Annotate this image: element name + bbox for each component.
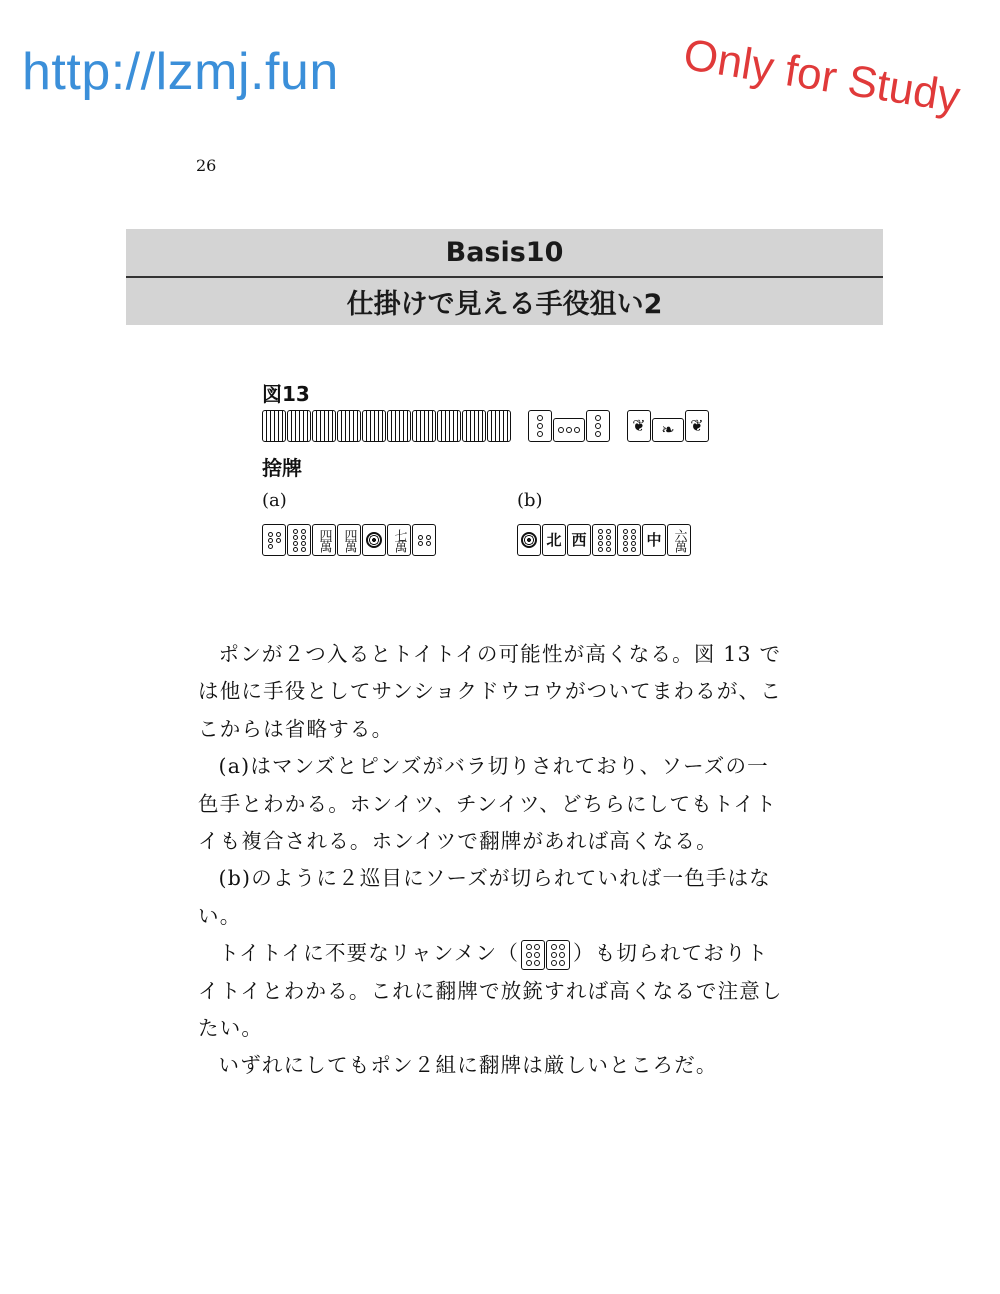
discard-b-pin-tile [617, 524, 641, 556]
paragraph: (b)のように２巡目にソーズが切られていれば一色手はない。 [198, 866, 771, 928]
discards-a [262, 524, 437, 556]
sub-label-b: (b) [517, 490, 543, 511]
concealed-tile [262, 410, 286, 442]
sub-label-a: (a) [262, 490, 287, 511]
pon-sou-bird-tile: ❦ [685, 410, 709, 442]
discard-a-pin-tile [412, 524, 436, 556]
concealed-tile [287, 410, 311, 442]
banner-title: Basis10 [126, 229, 883, 276]
concealed-tile [412, 410, 436, 442]
paragraph [198, 935, 788, 1047]
concealed-tile [462, 410, 486, 442]
paragraph: いずれにしてもポン２組に翻牌は厳しいところだ。 [218, 1053, 718, 1078]
discards-b [517, 524, 692, 556]
watermark-url: http://lzmj.fun [22, 43, 339, 101]
discard-a-man-tile: 四萬 [337, 524, 361, 556]
body-text [198, 636, 788, 1085]
hand-tiles [262, 410, 710, 442]
concealed-tile [487, 410, 511, 442]
discard-a-man-tile: 四萬 [312, 524, 336, 556]
discard-b-1-pin-tile [517, 524, 541, 556]
discard-a-pin-tile [287, 524, 311, 556]
section-banner [126, 229, 883, 325]
concealed-tile [387, 410, 411, 442]
discard-a-pin-tile [262, 524, 286, 556]
paragraph: (a)はマンズとピンズがバラ切りされており、ソーズの一色手とわかる。ホンイツ、チンイツ、どちらにしてもトイトイも複合される。ホンイツで翻牌があれば高くなる。 [198, 754, 777, 854]
discard-b-honor-tile: 中 [642, 524, 666, 556]
discard-a-1-pin-tile [362, 524, 386, 556]
discard-b-man-tile: 六萬 [667, 524, 691, 556]
paragraph-post: ）も切られておりトイトイとわかる。これに翻牌で放銃すれば高くなるで注意したい。 [198, 941, 783, 1041]
paragraph: ポンが２つ入るとトイトイの可能性が高くなる。図 13 では他に手役としてサンショクドウコウがついてまわるが、ここからは省略する。 [198, 642, 782, 741]
pin-8-tile [521, 940, 545, 970]
concealed-tile [312, 410, 336, 442]
paragraph-pre: トイトイに不要なリャンメン（ [218, 941, 520, 966]
banner-subtitle: 仕掛けで見える手役狙い2 [126, 278, 883, 325]
discard-b-honor-tile: 西 [567, 524, 591, 556]
concealed-tile [362, 410, 386, 442]
concealed-tile [337, 410, 361, 442]
pon-pin-tile [528, 410, 552, 442]
watermark-study: Only for Study [680, 30, 964, 123]
pin-8-tile [546, 940, 570, 970]
pon-sou-bird-tile: ❦ [627, 410, 651, 442]
pon-pin-tile-called [553, 418, 585, 442]
pon-pin-tile [586, 410, 610, 442]
discard-a-man-tile: 七萬 [387, 524, 411, 556]
discard-label: 捨牌 [262, 456, 302, 480]
discard-b-pin-tile [592, 524, 616, 556]
pon-sou-bird-tile-called: ❧ [652, 418, 684, 442]
ryanmen-tiles [521, 940, 571, 970]
discard-b-honor-tile: 北 [542, 524, 566, 556]
figure-label: 図13 [262, 382, 310, 406]
page-number: 26 [196, 156, 217, 175]
concealed-tile [437, 410, 461, 442]
